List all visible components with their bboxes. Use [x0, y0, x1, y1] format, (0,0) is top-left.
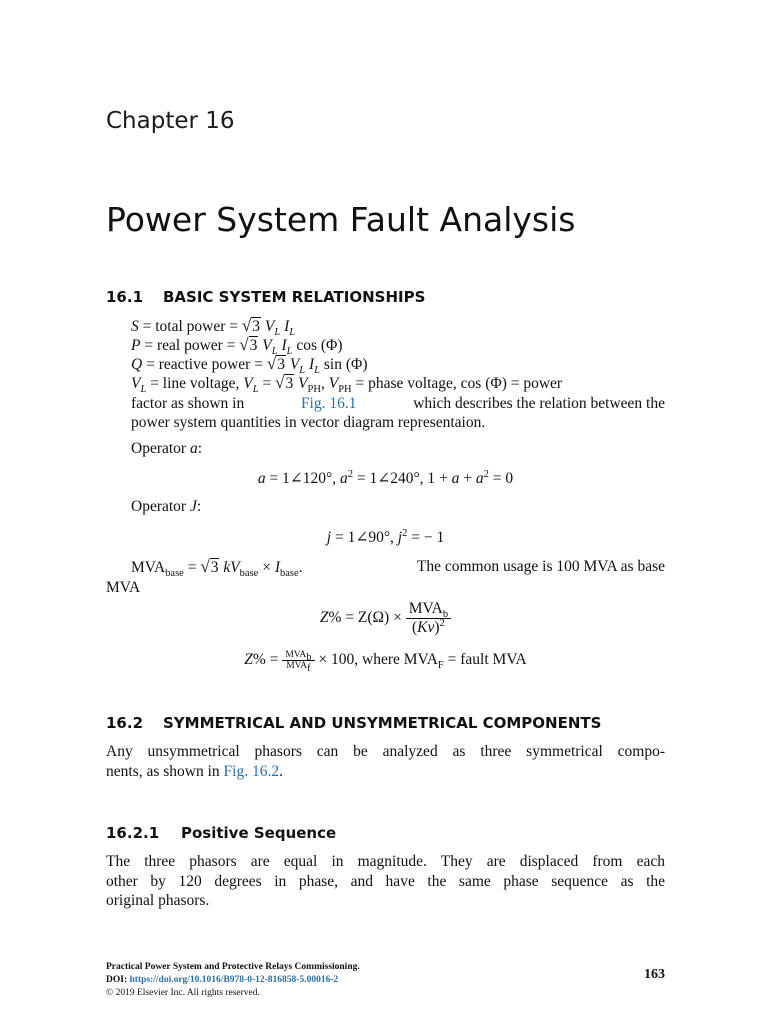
section-number: 16.2.1 [106, 824, 160, 842]
page-footer: Practical Power System and Protective Relays Commissioning. DOI: https://doi.org/10.1016/B978-0-12-816858-5.00016-2 © 2019 Elsevier Inc. All rights reserved. [106, 962, 360, 998]
section-title: Positive Sequence [181, 824, 337, 842]
section-number: 16.1 [106, 288, 144, 306]
eq-operator-j: j = 1∠90°, $j^2$ = − 1 [326, 527, 445, 546]
chapter-label: Chapter 16 [106, 108, 235, 134]
mva-base-paragraph: $MVA_{base} = √3$ $kV_{base} \times I_{base}$. The common usage is 100 MVA as base MVA [106, 557, 665, 596]
positive-sequence-paragraph: The three phasors are equal in magnitude. They are displaced from each other by 120 degrees in phase, and have the same phase sequence as the original phasors. [106, 853, 665, 909]
eq-z-percent-fault: Z% = $\frac{MVA_b}{MVA_f}$ × 100, where $MVA_F$ = fault MVA [244, 650, 527, 674]
operator-j-label: Operator J: [131, 498, 202, 515]
eq-z-percent: Z% = Z(Ω) × $\frac{MVA_b}{(Kv)^2}$ [106, 600, 665, 637]
section-number: 16.2 [106, 714, 144, 732]
eq-total-power: S = total power = √3 $V_L$ $I_L$ [131, 316, 296, 339]
chapter-title: Power System Fault Analysis [106, 200, 576, 239]
operator-a-label: Operator a: [131, 440, 203, 457]
section-title: BASIC SYSTEM RELATIONSHIPS [163, 288, 426, 306]
eq-reactive-power: Q = reactive power = √3 $V_L$ $I_L$ sin (Φ) [131, 354, 368, 377]
fig-16-1-link[interactable]: Fig. 16.1 [300, 394, 357, 412]
voltage-definition-paragraph: $V_L$ = line voltage, $V_L = √3$ $V_{PH}$, $V_{PH}$ = phase voltage, cos (Φ) = power factor as shown in Fig. 16.1 which describes the relation between the power system quantities in vector diagram representaion. [131, 373, 665, 431]
section-title: SYMMETRICAL AND UNSYMMETRICAL COMPONENTS [163, 714, 602, 732]
page-number: 163 [644, 967, 665, 982]
doi-link[interactable]: https://doi.org/10.1016/B978-0-12-816858-5.00016-2 [129, 975, 339, 985]
section-heading-16-2 [106, 714, 601, 732]
section-heading-16-2-1 [106, 824, 336, 842]
section-16-2-paragraph: Any unsymmetrical phasors can be analyzed as three symmetrical compo- nents, as shown in Fig. 16.2. [106, 743, 665, 780]
copyright: © 2019 Elsevier Inc. All rights reserved. [106, 988, 260, 998]
book-title: Practical Power System and Protective Relays Commissioning. [106, 962, 360, 972]
eq-operator-a: a = 1∠120°, $a^2$ = 1∠240°, $1 + a + a^2 = 0$ [257, 468, 514, 487]
section-heading-16-1 [106, 288, 425, 306]
fig-16-2-link[interactable]: Fig. 16.2 [223, 762, 280, 780]
eq-real-power: P = real power = √3 $V_L$ $I_L$ cos (Φ) [131, 335, 343, 358]
